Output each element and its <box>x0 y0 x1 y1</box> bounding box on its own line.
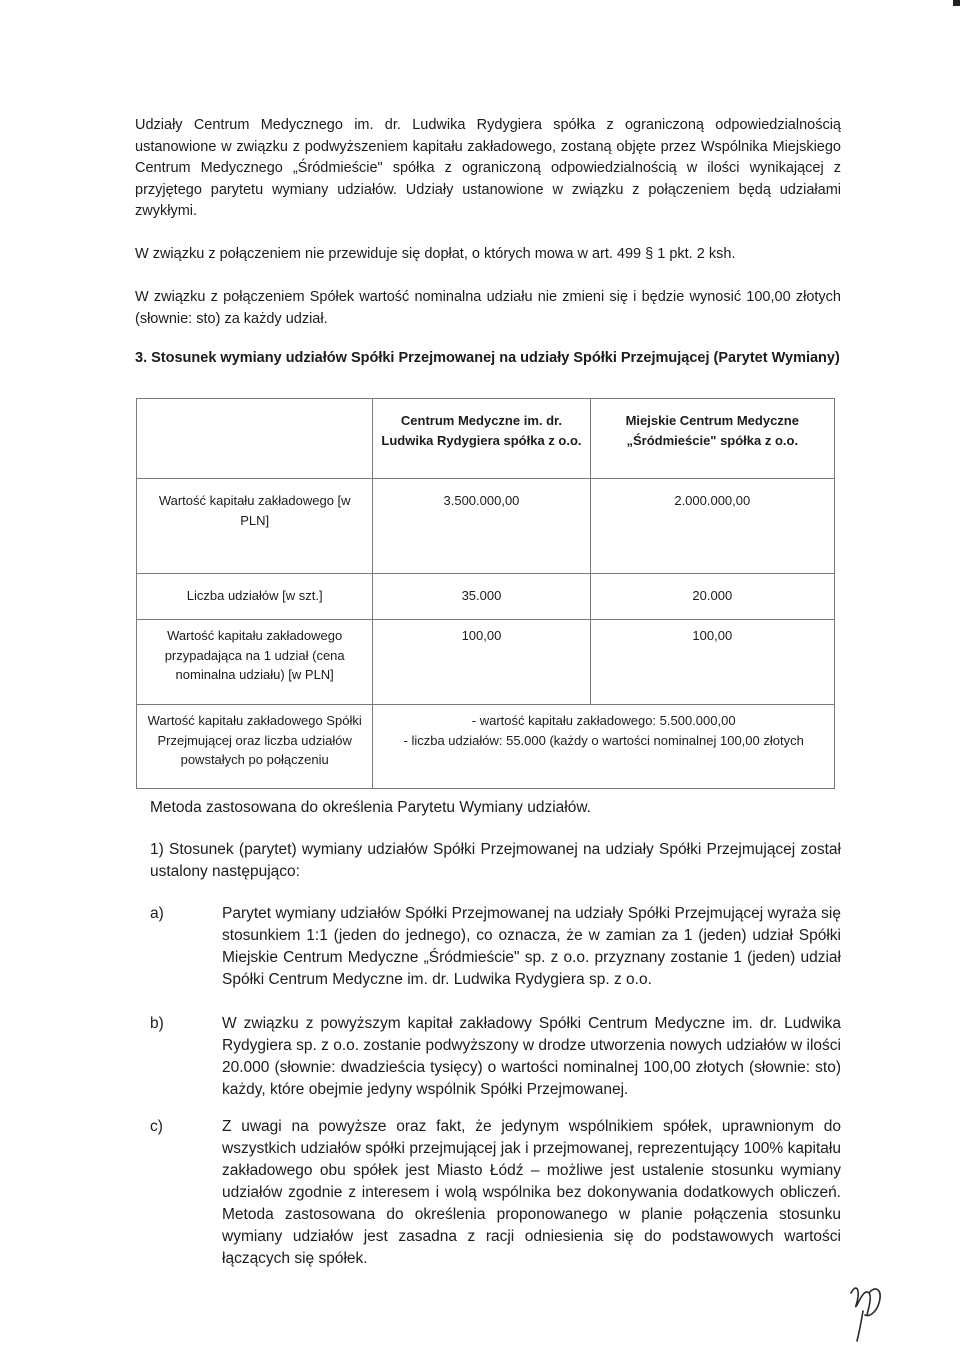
acquired-company-name: Miejskie Centrum Medyczne „Śródmieście" spółka z o.o. <box>625 413 799 448</box>
header-empty-cell <box>137 399 373 479</box>
section-heading-exchange-ratio: 3. Stosunek wymiany udziałów Spółki Przejmowanej na udziały Spółki Przejmującej (Parytet Wymiany) <box>135 350 840 366</box>
exchange-ratio-table <box>136 398 835 789</box>
share-count-acquiring: 35.000 <box>373 574 590 620</box>
table-summary-row <box>137 705 835 789</box>
list-item-text: Parytet wymiany udziałów Spółki Przejmowanej na udziały Spółki Przejmującej wyraża się stosunkiem 1:1 (jeden do jednego), co oznacza, że w zamian za 1 (jeden) udział Spółki Miejskie Centrum Medyczne „Śródmieście" sp. z o.o. przyznany zostanie 1 (jeden) udział Spółki Centrum Medyczne im. dr. Ludwika Rydygiera sp. z o.o. <box>222 905 841 988</box>
share-count-acquired: 20.000 <box>590 574 834 620</box>
handwritten-initials-signature <box>845 1275 890 1345</box>
share-capital-acquiring: 3.500.000,00 <box>373 479 590 574</box>
header-acquiring-company <box>373 399 590 479</box>
list-item-label: b) <box>150 1015 164 1032</box>
intro-paragraph-shares: Udziały Centrum Medycznego im. dr. Ludwika Rydygiera spółka z ograniczoną odpowiedzialnością ustanowione w związku z podwyższeniem kapitału zakładowego, zostaną objęte przez Wspólnika Miejskiego Centrum Medycznego „Śródmieście" spółka z ograniczoną odpowiedzialnością w ilości wynikającej z przyjętego parytetu wymiany udziałów. Udziały ustanowione w związku z połączeniem będą udziałami zwykłymi. <box>135 117 841 219</box>
nominal-per-share-acquiring: 100,00 <box>373 620 590 705</box>
acquiring-company-name: Centrum Medyczne im. dr. Ludwika Rydygiera spółka z o.o. <box>381 413 582 448</box>
method-paragraph-ratio: 1) Stosunek (parytet) wymiany udziałów Spółki Przejmowanej na udziały Spółki Przejmującej został ustalony następująco: <box>150 841 841 880</box>
method-title: Metoda zastosowana do określenia Parytetu Wymiany udziałów. <box>150 799 591 816</box>
nominal-per-share-acquired: 100,00 <box>590 620 834 705</box>
header-acquired-company <box>590 399 834 479</box>
table-row <box>137 479 835 574</box>
row-label-post-merger: Wartość kapitału zakładowego Spółki Przejmującej oraz liczba udziałów powstałych po połączeniu <box>137 705 373 789</box>
table-row <box>137 620 835 705</box>
post-merger-share-count: - liczba udziałów: 55.000 (każdy o wartości nominalnej 100,00 złotych <box>403 732 804 748</box>
row-label-share-count: Liczba udziałów [w szt.] <box>137 574 373 620</box>
row-label-share-capital: Wartość kapitału zakładowego [w PLN] <box>137 479 373 574</box>
row-label-nominal-per-share: Wartość kapitału zakładowego przypadająca na 1 udział (cena nominalna udziału) [w PLN] <box>137 620 373 705</box>
list-item-text: Z uwagi na powyższe oraz fakt, że jedynym wspólnikiem spółek, uprawnionym do wszystkich udziałów spółki przejmującej jak i przejmowanej, reprezentujący 100% kapitału zakładowego obu spółek jest Miasto Łódź – możliwe jest ustalenie stosunku wymiany udziałów zgodnie z interesem i wolą wspólnika bez dokonywania dodatkowych obliczeń. Metoda zastosowana do określenia proponowanego w planie połączenia stosunku wymiany udziałów jest zasadna z racji odniesienia się do podstawowych wartości łączących się spółek. <box>222 1118 841 1267</box>
intro-paragraph-nominal-value: W związku z połączeniem Spółek wartość nominalna udziału nie zmieni się i będzie wynosić 100,00 złotych (słownie: sto) za każdy udział. <box>135 289 841 327</box>
post-merger-summary <box>373 705 835 789</box>
list-item-label: a) <box>150 905 164 922</box>
list-item-label: c) <box>150 1118 163 1135</box>
share-capital-acquired: 2.000.000,00 <box>590 479 834 574</box>
table-row <box>137 574 835 620</box>
table-header-row <box>137 399 835 479</box>
list-item-text: W związku z powyższym kapitał zakładowy Spółki Centrum Medyczne im. dr. Ludwika Rydygiera sp. z o.o. zostanie podwyższony w drodze utworzenia nowych udziałów w ilości 20.000 (słownie: dwadzieścia tysięcy) o wartości nominalnej 100,00 złotych (słownie: sto) każdy, które obejmie jedyny wspólnik Spółki Przejmowanej. <box>222 1015 841 1098</box>
scan-edge-mark <box>953 0 960 6</box>
post-merger-share-capital: - wartość kapitału zakładowego: 5.500.000,00 <box>471 713 736 728</box>
intro-paragraph-no-surcharges: W związku z połączeniem nie przewiduje się dopłat, o których mowa w art. 499 § 1 pkt. 2 ksh. <box>135 246 736 262</box>
